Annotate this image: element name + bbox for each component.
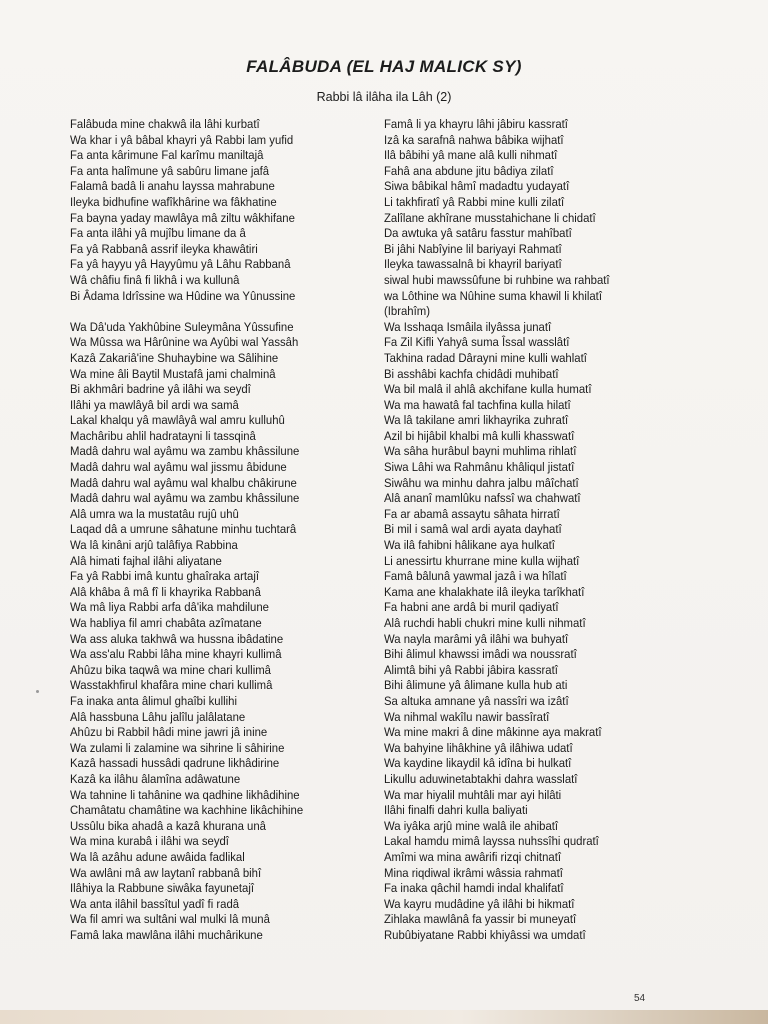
verse-line: Bi jâhi Nabîyine lil bariyayi Rahmatî <box>384 241 562 256</box>
verse-line: Bihi âlimul khawssi imâdi wa noussratî <box>384 647 577 662</box>
verse-line: Ilâhi ya mawlâyâ bil ardi wa samâ <box>70 397 239 412</box>
page-speck <box>36 690 39 693</box>
verse-line: Wa bil malâ il ahlâ akchifane kulla humatî <box>384 382 592 397</box>
verse-line: Siwa bâbikal hâmî madadtu yudayatî <box>384 179 570 194</box>
verse-line: Fa anta halîmune yâ sabûru limane jafâ <box>70 163 270 178</box>
verse-line: Ileyka tawassalnâ bi khayril bariyatî <box>384 257 562 272</box>
verse-line: Fa anta ilâhi yâ mujîbu limane da â <box>70 226 246 241</box>
verse-line: Wa mine makri â dine mâkinne aya makratî <box>384 725 602 740</box>
page-bottom-edge <box>0 1010 768 1024</box>
verse-line: wa Lôthine wa Nûhine suma khawil li khilatî <box>384 288 602 303</box>
verse-line: Wa lâ azâhu adune awâida fadlikal <box>70 849 245 864</box>
verse-line: Falamâ badâ li anahu layssa mahrabune <box>70 179 275 194</box>
verse-line: Wasstakhfirul khafâra mine chari kullimâ <box>70 678 273 693</box>
verse-line: Wa bahyine lihâkhine yâ ilâhiwa udatî <box>384 740 573 755</box>
verse-line: siwal hubi mawssûfune bi ruhbine wa rahbatî <box>384 272 610 287</box>
verse-line: Madâ dahru wal ayâmu wal khalbu châkirune <box>70 475 297 490</box>
verse-line: Wa kayru mudâdine yâ ilâhi bi hikmatî <box>384 896 575 911</box>
verse-line: Wa Mûssa wa Hârûnine wa Ayûbi wal Yassâh <box>70 335 299 350</box>
verse-line: Wa mina kurabâ i ilâhi wa seydî <box>70 834 229 849</box>
verse-line: Wa nayla marâmi yâ ilâhi wa buhyatî <box>384 631 569 646</box>
verse-line: Fa inaka qâchil hamdi indal khalifatî <box>384 881 564 896</box>
poem-title: FALÂBUDA (EL HAJ MALICK SY) <box>246 57 522 76</box>
verse-line: Lakal khalqu yâ mawlâyâ wal amru kulluhû <box>70 413 285 428</box>
verse-line: Machâribu ahlil hadratayni li tassqinâ <box>70 428 256 443</box>
verse-line: Mina riqdiwal ikrâmi wâssia rahmatî <box>384 865 563 880</box>
poem-subtitle: Rabbi lâ ilâha ila Lâh (2) <box>316 90 452 104</box>
verse-line: Ileyka bidhufine wafîkhârine wa fâkhatine <box>70 194 277 209</box>
verse-line: Kazâ ka ilâhu âlamîna adâwatune <box>70 771 241 786</box>
verse-line: Wa ass'alu Rabbi lâha mine khayri kullimâ <box>70 647 282 662</box>
verse-line: Wa iyâka arjû mine walâ ile ahibatî <box>384 818 559 833</box>
verse-line: Madâ dahru wal ayâmu wa zambu khâssilune <box>70 491 300 506</box>
verse-line: Fa yâ Rabbanâ assrif ileyka khawâtiri <box>70 241 258 256</box>
verse-line: Famâ bâlunâ yawmal jazâ i wa hîlatî <box>384 569 567 584</box>
stanza-gap <box>70 304 303 320</box>
verse-line: Famâ li ya khayru lâhi jâbiru kassratî <box>384 117 568 131</box>
verse-line: Siwa Lâhi wa Rahmânu khâliqul jistatî <box>384 460 575 475</box>
verse-line: Wa anta ilâhil bassîtul yadî fi radâ <box>70 896 240 911</box>
verse-line: Fa yâ hayyu yâ Hayyûmu yâ Lâhu Rabbanâ <box>70 257 291 272</box>
verse-line: Zihlaka mawlânâ fa yassir bi muneyatî <box>384 912 577 927</box>
verse-line: Ussûlu bika ahadâ a kazâ khurana unâ <box>70 818 266 833</box>
left-verse-column <box>70 117 303 943</box>
verse-line: Fahâ ana abdune jitu bâdiya zilatî <box>384 163 554 178</box>
verse-line: Da awtuka yâ satâru fasstur mahîbatî <box>384 226 572 241</box>
verse-line: Wa ilâ fahibni hâlikane aya hulkatî <box>384 538 555 553</box>
verse-line: Fa bayna yaday mawlâya mâ ziltu wâkhifane <box>70 210 295 225</box>
verse-line: Fa inaka anta âlimul ghaîbi kullihi <box>70 693 237 708</box>
verse-line: Lakal hamdu mimâ layssa nuhssîhi qudratî <box>384 834 599 849</box>
verse-line: Rubûbiyatane Rabbi khiyâssi wa umdatî <box>384 927 586 942</box>
verse-line: Chamâtatu chamâtine wa kachhine likâchihine <box>70 803 304 818</box>
verse-line: Wa fil amri wa sultâni wal mulki lâ munâ <box>70 912 270 927</box>
verse-line: Ilâ bâbihi yâ mane alâ kulli nihmatî <box>384 148 558 163</box>
verse-line: Madâ dahru wal ayâmu wa zambu khâssilune <box>70 444 300 459</box>
verse-line: Fa Zil Kifli Yahyâ suma Îssal wasslâtî <box>384 335 570 350</box>
verse-line: Izâ ka sarafnâ nahwa bâbika wijhatî <box>384 132 564 147</box>
verse-line: Sa altuka amnane yâ nassîri wa izâtî <box>384 693 569 708</box>
verse-line: Wa ass aluka takhwâ wa hussna ibâdatine <box>70 631 284 646</box>
verse-line: Alimtâ bihi yâ Rabbi jâbira kassratî <box>384 662 558 677</box>
verse-line: Wa mar hiyalil muhtâli mar ayi hilâti <box>384 787 562 802</box>
verse-line: Azil bi hijâbil khalbi mâ kulli khasswatî <box>384 428 575 443</box>
verse-line: Ahûzu bi Rabbil hâdi mine jawri jâ inine <box>70 725 268 740</box>
verse-line: Bi mil i samâ wal ardi ayata dayhatî <box>384 522 562 537</box>
verse-line: Bi akhmâri badrine yâ ilâhi wa seydî <box>70 382 251 397</box>
verse-line: Alâ ananî mamlûku nafssî wa chahwatî <box>384 491 581 506</box>
verse-line: Wâ châfiu finâ fi likhâ i wa kullunâ <box>70 272 240 287</box>
verse-line: Wa mâ liya Rabbi arfa dâ'ika mahdilune <box>70 600 269 615</box>
verse-line: Wa habliya fil amri chabâta azîmatane <box>70 616 262 630</box>
verse-line: Kazâ hassadi hussâdi qadrune likhâdirine <box>70 756 280 771</box>
verse-line: Wa Dâ'uda Yakhûbine Suleymâna Yûssufine <box>70 319 294 334</box>
verse-line: Fa habni ane ardâ bi muril qadiyatî <box>384 600 559 615</box>
verse-line: Fa anta kârimune Fal karîmu maniltajâ <box>70 148 264 163</box>
verse-line: Madâ dahru wal ayâmu wal jissmu âbidune <box>70 460 287 475</box>
verse-line: Wa lâ kinâni arjû talâfiya Rabbina <box>70 538 238 553</box>
verse-line: Laqad dâ a umrune sâhatune minhu tuchtarâ <box>70 522 297 537</box>
verse-line: Bi asshâbi kachfa chidâdi muhibatî <box>384 366 559 381</box>
verse-line: Kazâ Zakariâ'ine Shuhaybine wa Sâlihine <box>70 350 279 365</box>
verse-line: Amîmi wa mina awârifi rizqi chitnatî <box>384 849 561 864</box>
verse-line: Famâ laka mawlâna ilâhi muchârikune <box>70 927 263 942</box>
verse-line: Falâbuda mine chakwâ ila lâhi kurbatî <box>70 117 260 131</box>
verse-line: Fa yâ Rabbi imâ kuntu ghaîraka artajî <box>70 569 260 584</box>
verse-line: Wa awlâni mâ aw laytanî rabbanâ bihî <box>70 865 262 880</box>
verse-line: Li takhfiratî yâ Rabbi mine kulli zilatî <box>384 194 565 209</box>
verse-line: Alâ khâba â mâ fî li khayrika Rabbanâ <box>70 584 261 599</box>
page-number: 54 <box>634 993 646 1004</box>
verse-line: Alâ umra wa la mustatâu rujû uhû <box>70 506 239 521</box>
verse-line: Wa mine âli Baytil Mustafâ jami chalminâ <box>70 366 276 381</box>
verse-line: Ilâhiya la Rabbune siwâka fayunetajî <box>70 881 254 896</box>
verse-line: Bi Âdama Idrîssine wa Hûdine wa Yûnussine <box>70 288 296 303</box>
verse-line: Alâ himati fajhal ilâhi aliyatane <box>70 553 222 568</box>
verse-line: Wa zulami li zalamine wa sihrine li sâhirine <box>70 740 285 755</box>
verse-line: Wa ma hawatâ fal tachfina kulla hilatî <box>384 397 571 412</box>
verse-line: Ilâhi finalfi dahri kulla baliyati <box>384 803 528 818</box>
verse-line: Alâ hassbuna Lâhu jalîlu jalâlatane <box>70 709 246 724</box>
verse-line: (Ibrahîm) <box>384 304 430 319</box>
verse-line: Bihi âlimune yâ âlimane kulla hub ati <box>384 678 568 693</box>
verse-line: Wa Isshaqa Ismâila ilyâssa junatî <box>384 319 552 334</box>
verse-line: Takhina radad Dârayni mine kulli wahlatî <box>384 350 587 365</box>
verse-line: Wa khar i yâ bâbal khayri yâ Rabbi lam yufid <box>70 132 294 147</box>
verse-line: Wa tahnine li tahânine wa qadhine likhâdihine <box>70 787 300 802</box>
verse-line: Kama ane khalakhate ilâ ileyka tarîkhatî <box>384 584 585 599</box>
right-verse-column <box>384 117 610 943</box>
verse-line: Zalîlane akhîrane musstahichane li chidatî <box>384 210 596 225</box>
verse-line: Wa nihmal wakîlu nawir bassîratî <box>384 709 550 724</box>
verse-line: Wa sâha hurâbul bayni muhlima rihlatî <box>384 444 577 459</box>
verse-line: Li anessirtu khurrane mine kulla wijhatî <box>384 553 580 568</box>
verse-line: Alâ ruchdi habli chukri mine kulli nihmatî <box>384 616 586 630</box>
verse-line: Likullu aduwinetabtakhi dahra wasslatî <box>384 771 578 786</box>
verse-line: Wa kaydine likaydil kâ idîna bi hulkatî <box>384 756 572 771</box>
verse-line: Ahûzu bika taqwâ wa mine chari kullimâ <box>70 662 271 677</box>
verse-line: Siwâhu wa minhu dahra jalbu mâîchatî <box>384 475 579 490</box>
verse-line: Fa ar abamâ assaytu sâhata hirratî <box>384 506 560 521</box>
verse-line: Wa lâ takilane amri likhayrika zuhratî <box>384 413 569 428</box>
